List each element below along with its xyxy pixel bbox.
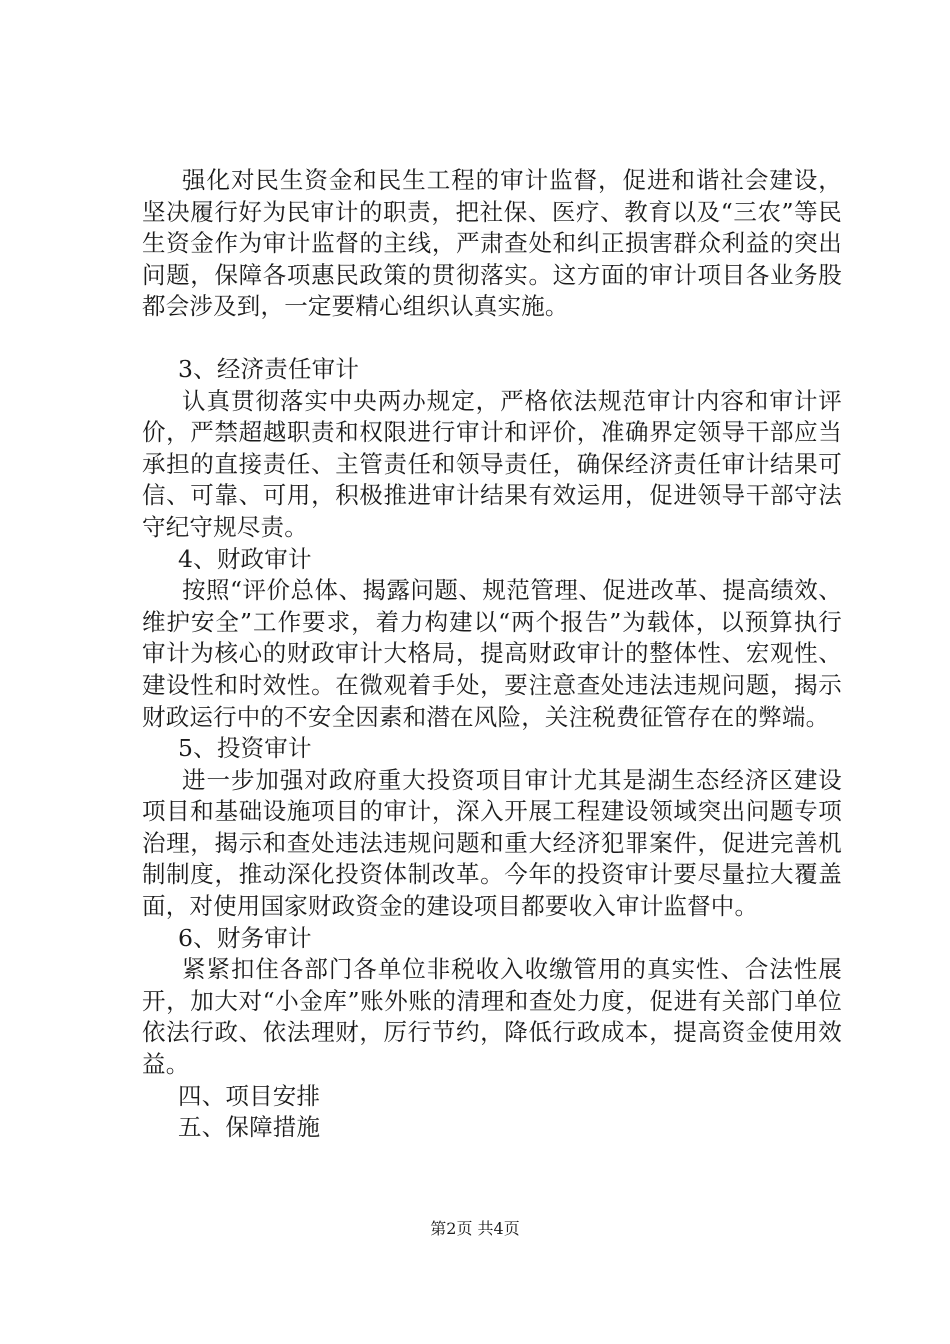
document-body: [142, 165, 842, 1144]
page-number-footer: 第2页 共4页: [430, 1219, 520, 1238]
paragraph-investment-audit: 进一步加强对政府重大投资项目审计尤其是湖生态经济区建设项目和基础设施项目的审计，深入开展工程建设领域突出问题专项治理，揭示和查处违法违规问题和重大经济犯罪案件，促进完善机制制度，推动深化投资体制改革。今年的投资审计要尽量拉大覆盖面，对使用国家财政资金的建设项目都要收入审计监督中。: [142, 765, 842, 921]
paragraph-gap: [142, 323, 842, 354]
paragraph-financial-audit: 紧紧扣住各部门各单位非税收入收缴管用的真实性、合法性展开，加大对“小金库”账外账的清理和查处力度，促进有关部门单位依法行政、依法理财，厉行节约，降低行政成本，提高资金使用效益。: [142, 955, 842, 1079]
heading-project-arrangement: 四、项目安排: [178, 1081, 321, 1110]
paragraph-fiscal-audit: 按照“评价总体、揭露问题、规范管理、促进改革、提高绩效、维护安全”工作要求，着力构建以“两个报告”为载体，以预算执行审计为核心的财政审计大格局，提高财政审计的整体性、宏观性、建设性和时效性。在微观着手处，要注意查处违法违规问题，揭示财政运行中的不安全因素和潜在风险，关注税费征管存在的弊端。: [142, 576, 842, 731]
heading-investment-audit: 5、投资审计: [178, 734, 312, 763]
heading-economic-responsibility-audit: 3、经济责任审计: [178, 354, 360, 383]
heading-financial-audit: 6、财务审计: [178, 923, 312, 952]
heading-fiscal-audit: 4、财政审计: [178, 544, 312, 573]
paragraph-economic-responsibility-audit: 认真贯彻落实中央两办规定，严格依法规范审计内容和审计评价，严禁超越职责和权限进行审计和评价，准确界定领导干部应当承担的直接责任、主管责任和领导责任，确保经济责任审计结果可信、可靠、可用，积极推进审计结果有效运用，促进领导干部守法守纪守规尽责。: [142, 386, 842, 541]
paragraph-minsheng-audit: 强化对民生资金和民生工程的审计监督，促进和谐社会建设，坚决履行好为民审计的职责，把社保、医疗、教育以及“三农”等民生资金作为审计监督的主线，严肃查处和纠正损害群众利益的突出问题，保障各项惠民政策的贯彻落实。这方面的审计项目各业务股都会涉及到，一定要精心组织认真实施。: [142, 166, 842, 321]
heading-safeguard-measures: 五、保障措施: [178, 1113, 321, 1142]
